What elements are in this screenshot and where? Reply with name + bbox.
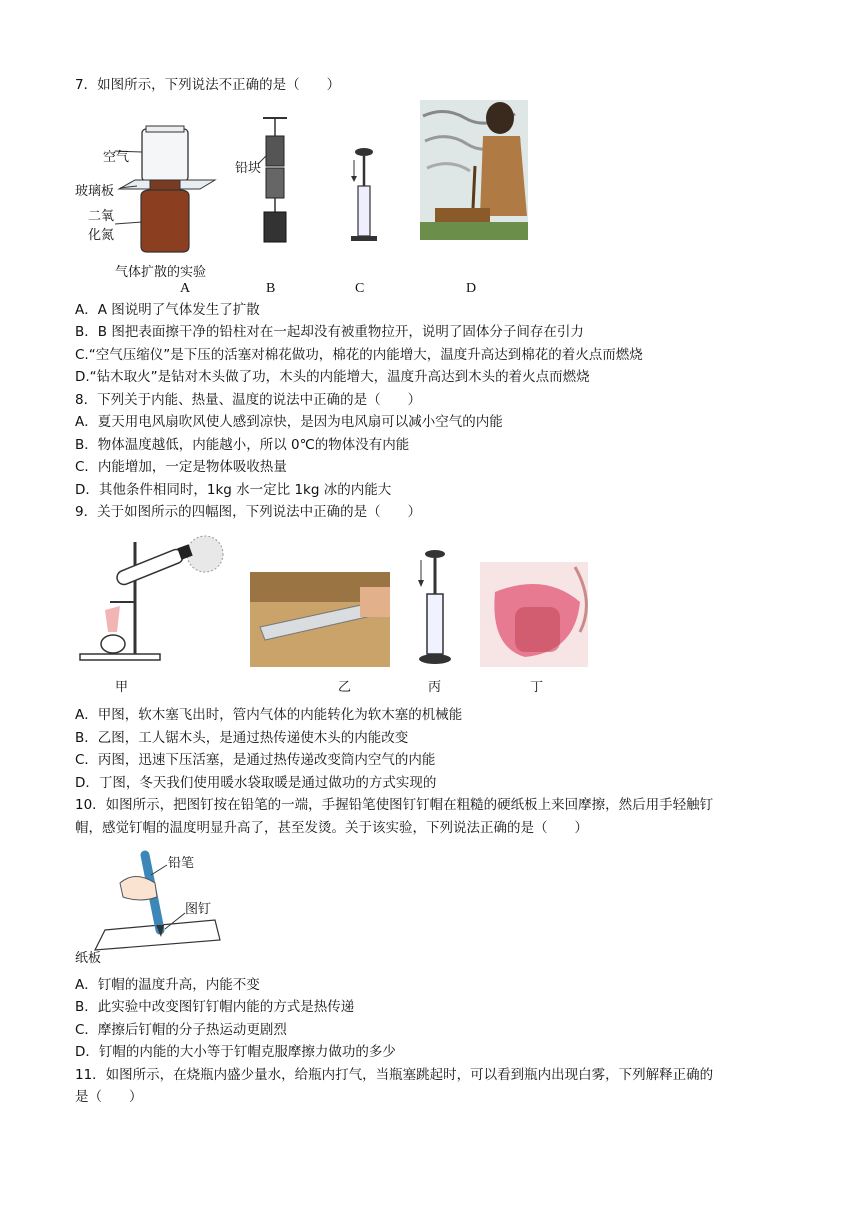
figure-letter-c: C — [355, 281, 365, 296]
figure-letter-d: D — [466, 281, 477, 296]
q7-stem: 7．如图所示，下列说法不正确的是（ ） — [75, 77, 341, 93]
label-yi: 乙 — [338, 680, 352, 695]
label-lead-block: 铅块 — [235, 161, 262, 176]
q10-option-c: C．摩擦后钉帽的分子热运动更剧烈 — [75, 1022, 287, 1038]
lead-cylinders — [258, 118, 287, 242]
q10-stem-line1: 10．如图所示，把图钉按在铅笔的一端，手握铅笔使图钉钉帽在粗糙的硬纸板上来回摩擦，然后用手轻触钉 — [75, 797, 714, 813]
figure-letter-a: A — [180, 281, 191, 296]
q8-option-c: C．内能增加，一定是物体吸收热量 — [75, 459, 287, 475]
label-jia: 甲 — [115, 680, 129, 695]
drilling-wood-picture — [420, 100, 528, 240]
q9-option-b: B．乙图，工人锯木头，是通过热传递使木头的内能改变 — [75, 730, 409, 746]
label-paperboard: 纸板 — [75, 951, 102, 966]
q10-option-b: B．此实验中改变图钉钉帽内能的方式是热传递 — [75, 999, 355, 1015]
q9-option-a: A．甲图，软木塞飞出时，管内气体的内能转化为软木塞的机械能 — [75, 707, 463, 723]
label-glass-plate: 玻璃板 — [75, 184, 115, 199]
label-nitrogen-dioxide-1: 二氧 — [88, 209, 115, 224]
q9-option-d: D．丁图，冬天我们使用暖水袋取暖是通过做功的方式实现的 — [75, 775, 437, 791]
q7-option-a: A．A 图说明了气体发生了扩散 — [75, 302, 260, 318]
q8-stem: 8．下列关于内能、热量、温度的说法中正确的是（ ） — [75, 392, 422, 408]
q9-option-c: C．丙图，迅速下压活塞，是通过热传递改变筒内空气的内能 — [75, 752, 436, 768]
hot-water-bag-picture — [480, 562, 588, 667]
label-bing: 丙 — [428, 680, 442, 695]
sawing-wood-picture — [250, 572, 390, 667]
q7-option-c: C.“空气压缩仪”是下压的活塞对棉花做功，棉花的内能增大，温度升高达到棉花的着火点而燃烧 — [75, 347, 643, 363]
label-ding: 丁 — [530, 680, 544, 695]
q7-option-b: B．B 图把表面擦干净的铅柱对在一起却没有被重物拉开，说明了固体分子间存在引力 — [75, 324, 584, 340]
label-diffusion-caption: 气体扩散的实验 — [115, 265, 207, 280]
label-air: 空气 — [103, 150, 130, 165]
q11-stem-line2: 是（ ） — [75, 1089, 143, 1105]
air-compressor — [351, 148, 377, 241]
diffusion-apparatus — [115, 126, 215, 252]
q10-stem-line2: 帽，感觉钉帽的温度明显升高了，甚至发烫。关于该实验，下列说法正确的是（ ） — [75, 820, 588, 836]
q10-option-a: A．钉帽的温度升高，内能不变 — [75, 977, 260, 993]
q10-option-d: D．钉帽的内能的大小等于钉帽克服摩擦力做功的多少 — [75, 1044, 396, 1060]
q11-stem-line1: 11．如图所示，在烧瓶内盛少量水，给瓶内打气，当瓶塞跳起时，可以看到瓶内出现白雾，下列解释正确的 — [75, 1067, 714, 1083]
q8-option-b: B．物体温度越低，内能越小，所以 0℃的物体没有内能 — [75, 437, 410, 453]
label-thumbtack: 图钉 — [185, 902, 212, 917]
test-tube-stand — [80, 536, 223, 660]
figure-letter-b: B — [266, 281, 276, 296]
label-pencil: 铅笔 — [168, 856, 195, 871]
label-nitrogen-dioxide-2: 化氮 — [88, 228, 115, 243]
q8-option-d: D．其他条件相同时，1kg 水一定比 1kg 冰的内能大 — [75, 482, 392, 498]
q8-option-a: A．夏天用电风扇吹风使人感到凉快，是因为电风扇可以减小空气的内能 — [75, 414, 503, 430]
compression-device — [418, 550, 451, 664]
q7-option-d: D.“钻木取火”是钻对木头做了功，木头的内能增大，温度升高达到木头的着火点而燃烧 — [75, 369, 590, 385]
q9-stem: 9．关于如图所示的四幅图，下列说法中正确的是（ ） — [75, 504, 422, 520]
q9-figure — [75, 532, 595, 667]
